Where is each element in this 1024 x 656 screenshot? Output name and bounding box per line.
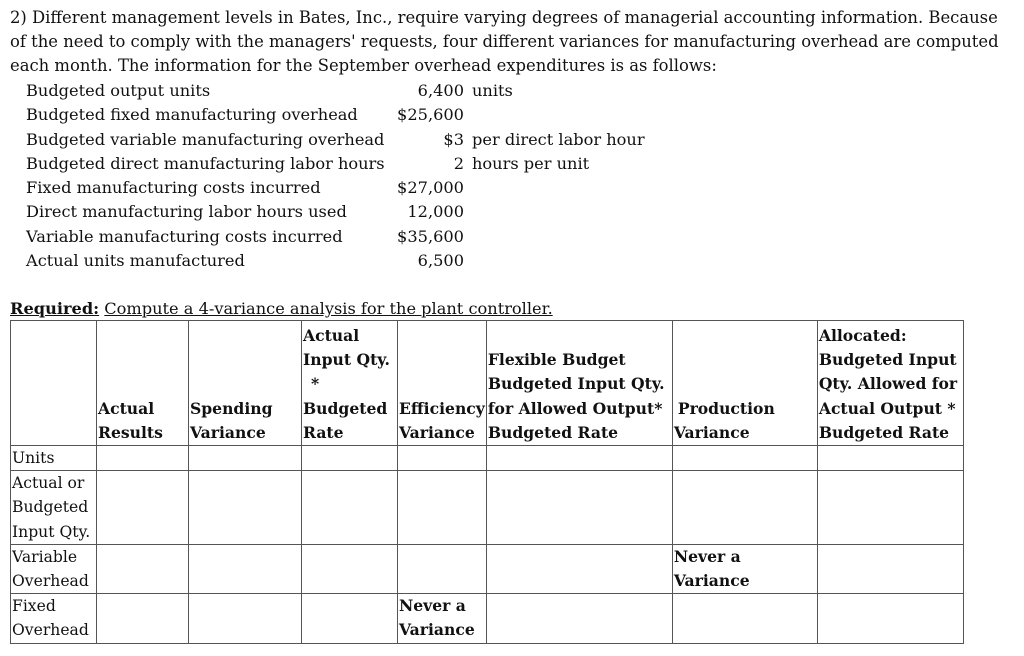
cell-flexible-budget[interactable] (486, 544, 672, 593)
header-line: Budgeted (303, 398, 388, 418)
header-line: Variance (673, 422, 750, 442)
given-label: Budgeted direct manufacturing labor hours (26, 153, 385, 173)
row-label-units: Units (11, 446, 97, 471)
given-unit (464, 103, 645, 127)
cell-flexible-budget[interactable] (486, 446, 672, 471)
given-unit: hours per unit (472, 153, 590, 173)
given-amount: $27,000 (397, 178, 464, 198)
header-line: Variance (399, 422, 475, 442)
required-statement (10, 298, 553, 320)
header-actual-input-qty (302, 321, 398, 446)
given-row (26, 176, 645, 200)
row-label-fixed-overhead (11, 594, 97, 643)
table-row (11, 446, 964, 471)
cell-efficiency-variance[interactable] (398, 544, 487, 593)
row-label-line: Input Qty. (12, 522, 91, 541)
given-amount: $3 (443, 129, 464, 149)
header-line: Flexible Budget (487, 350, 626, 370)
cell-spending-variance[interactable] (189, 594, 302, 643)
cell-production-variance[interactable] (672, 594, 817, 643)
table-row (11, 471, 964, 545)
header-flexible-budget (486, 321, 672, 446)
given-label: Budgeted variable manufacturing overhead (26, 129, 385, 149)
production-never-variance-note: Never a Variance (672, 544, 817, 593)
row-label-variable-overhead (11, 544, 97, 593)
header-spending-variance (189, 321, 302, 446)
row-label-line: Overhead (12, 621, 89, 640)
given-row (26, 79, 645, 103)
problem-intro: 2) Different management levels in Bates, Inc., require varying degrees of managerial accounting information. Because of the need to comply with the managers' requests, four different variances for manufacturing overhead are computed each month. The information for the September overhead expenditures is as follows: (10, 8, 999, 75)
given-label: Variable manufacturing costs incurred (26, 226, 343, 246)
given-unit (464, 225, 645, 249)
cell-production-variance[interactable] (672, 471, 817, 545)
given-row (26, 152, 645, 176)
cell-efficiency-variance[interactable] (398, 471, 487, 545)
header-line: Results (98, 422, 163, 442)
header-line: Budgeted Rate (818, 422, 950, 442)
cell-allocated[interactable] (817, 471, 963, 545)
given-row (26, 225, 645, 249)
note-line: Never a (399, 596, 466, 616)
given-label: Actual units manufactured (26, 251, 245, 271)
header-allocated (817, 321, 963, 446)
header-line: Spending (190, 398, 273, 418)
given-amount: 6,500 (417, 251, 464, 271)
note-line: Variance (399, 620, 475, 640)
cell-flexible-budget[interactable] (486, 471, 672, 545)
header-production-variance (672, 321, 817, 446)
table-row (11, 594, 964, 643)
row-label-line: Budgeted (12, 498, 89, 517)
given-label: Budgeted output units (26, 81, 211, 100)
given-label: Direct manufacturing labor hours used (26, 202, 347, 222)
efficiency-never-variance-note (398, 594, 487, 643)
cell-actual-input-qty[interactable] (302, 544, 398, 593)
header-line: Production (677, 398, 775, 418)
given-unit: units (472, 81, 513, 100)
table-row (11, 544, 964, 593)
header-line: Budgeted Rate (487, 422, 619, 442)
variance-analysis-table (10, 320, 964, 644)
given-amount: $25,600 (397, 105, 464, 125)
given-row (26, 200, 645, 224)
header-line: Efficiency (399, 398, 485, 418)
given-unit (464, 200, 645, 224)
given-amount: 2 (453, 153, 464, 173)
row-label-line: Variable (12, 547, 78, 566)
given-unit: per direct labor hour (472, 129, 645, 149)
cell-actual-input-qty[interactable] (302, 594, 398, 643)
cell-actual-results[interactable] (97, 544, 189, 593)
header-line: Budgeted Input Qty. (487, 374, 665, 394)
cell-efficiency-variance[interactable] (398, 446, 487, 471)
header-line: Actual (303, 325, 360, 345)
cell-flexible-budget[interactable] (486, 594, 672, 643)
cell-actual-input-qty[interactable] (302, 446, 398, 471)
cell-actual-results[interactable] (97, 594, 189, 643)
required-label: Required: (10, 299, 100, 318)
given-unit (464, 249, 645, 273)
header-line: Allocated: (818, 325, 907, 345)
cell-spending-variance[interactable] (189, 446, 302, 471)
header-line: * (311, 374, 320, 394)
given-amount: 12,000 (407, 202, 464, 222)
header-line: Budgeted Input (818, 350, 957, 370)
header-efficiency-variance (398, 321, 487, 446)
cell-actual-results[interactable] (97, 446, 189, 471)
header-actual-results (97, 321, 189, 446)
required-text: Compute a 4-variance analysis for the plant controller. (104, 299, 553, 318)
cell-actual-input-qty[interactable] (302, 471, 398, 545)
header-line: Rate (303, 422, 344, 442)
cell-allocated[interactable] (817, 446, 963, 471)
header-row (11, 321, 964, 446)
row-label-line: Fixed (12, 597, 56, 616)
header-line: Input Qty. (303, 350, 390, 370)
given-unit (464, 176, 645, 200)
cell-spending-variance[interactable] (189, 471, 302, 545)
header-line: for Allowed Output* (487, 398, 663, 418)
given-label: Budgeted fixed manufacturing overhead (26, 105, 358, 125)
header-line: Qty. Allowed for (818, 374, 958, 394)
cell-spending-variance[interactable] (189, 544, 302, 593)
given-row (26, 249, 645, 273)
row-label-line: Actual or (12, 474, 85, 493)
row-label-line: Overhead (12, 572, 89, 591)
cell-production-variance[interactable] (672, 446, 817, 471)
given-amount: $35,600 (397, 226, 464, 246)
header-line: Variance (190, 422, 266, 442)
given-data-list (26, 79, 645, 273)
header-blank (11, 321, 97, 446)
given-amount: 6,400 (417, 81, 464, 100)
cell-actual-results[interactable] (97, 471, 189, 545)
header-line: Actual (98, 398, 155, 418)
given-label: Fixed manufacturing costs incurred (26, 178, 321, 198)
given-row (26, 128, 645, 152)
given-row (26, 103, 645, 127)
cell-allocated[interactable] (817, 594, 963, 643)
header-line: Actual Output * (818, 398, 956, 418)
row-label-input-qty (11, 471, 97, 545)
cell-allocated[interactable] (817, 544, 963, 593)
